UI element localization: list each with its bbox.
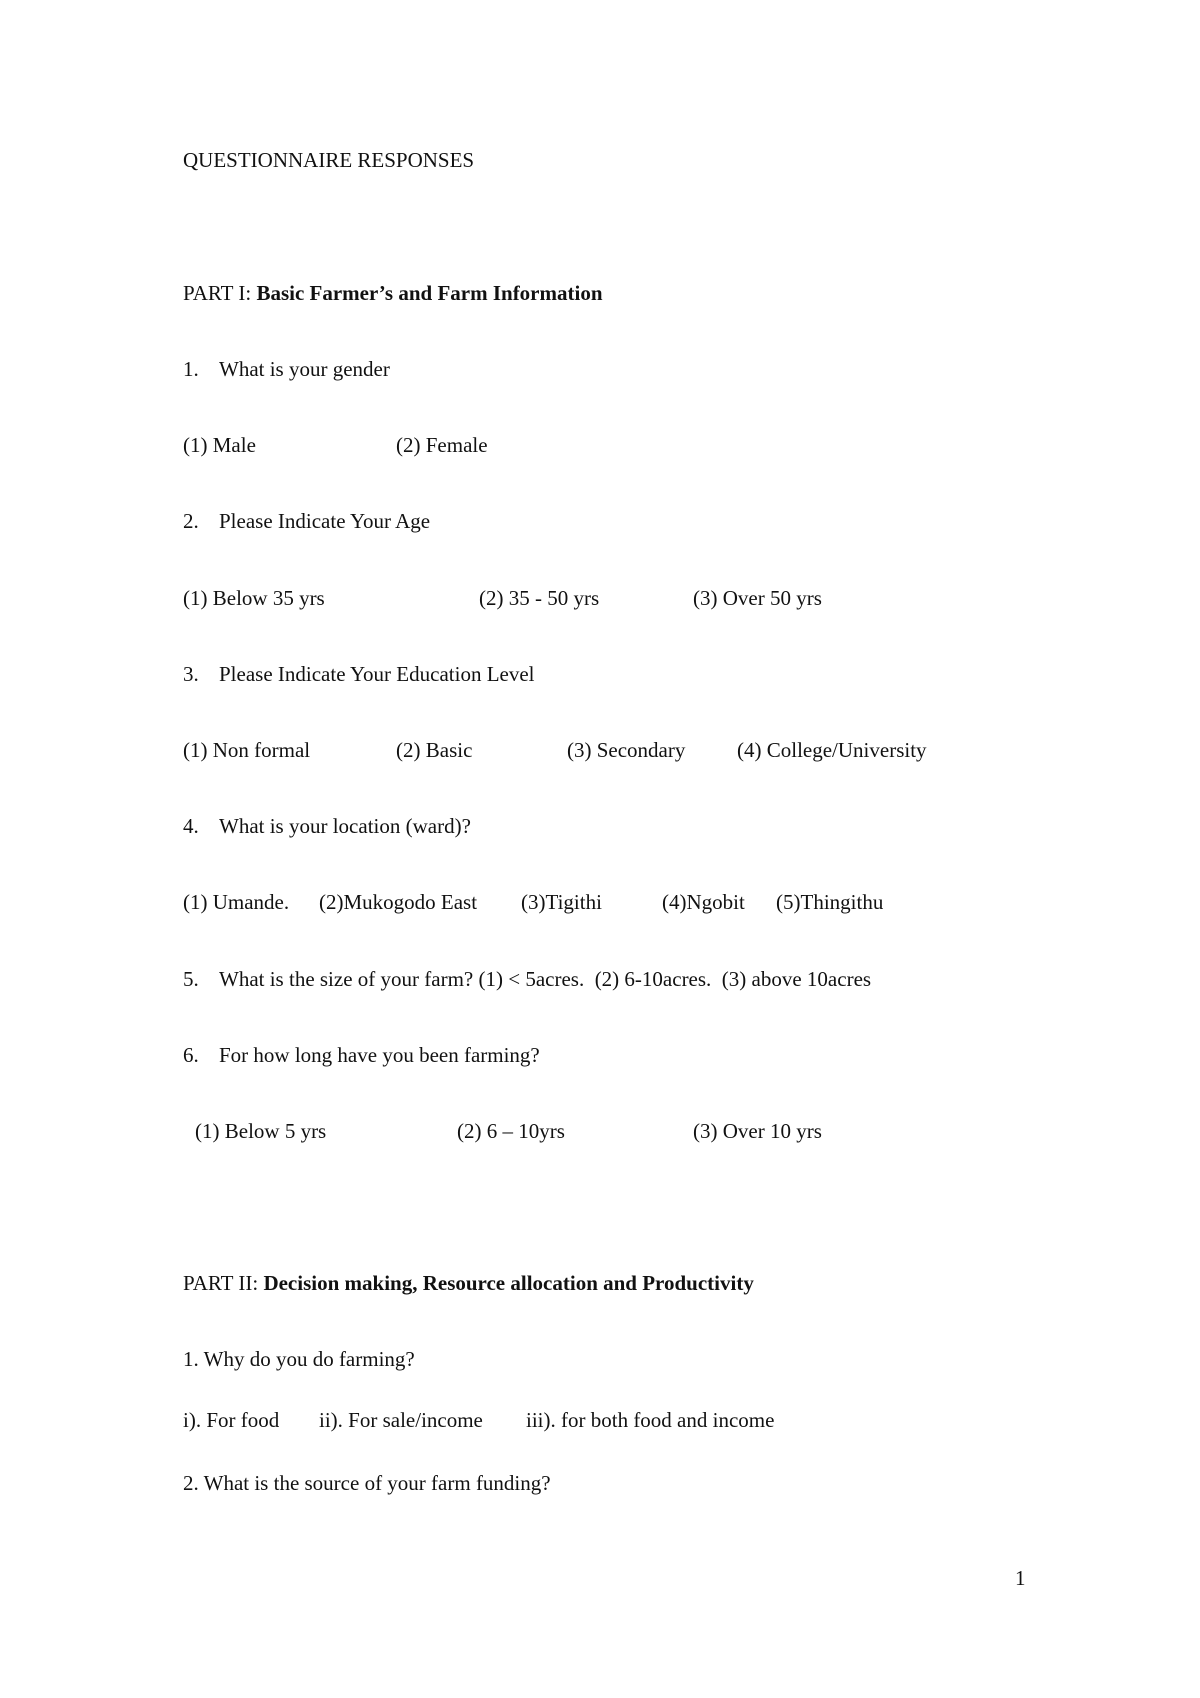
part2-question-2: 2. What is the source of your farm funding? — [183, 1471, 551, 1495]
question-number: 6. — [183, 1043, 199, 1067]
option: (2) 35 - 50 yrs — [479, 586, 600, 610]
option: (1) Non formal — [183, 738, 311, 762]
question-number: 4. — [183, 814, 199, 838]
option: (3) Over 50 yrs — [693, 586, 822, 610]
option: (1) Male — [183, 433, 256, 457]
page-number: 1 — [1015, 1566, 1026, 1590]
question-text: Please Indicate Your Education Level — [219, 662, 535, 686]
question-number: 1. — [183, 357, 199, 381]
option: (4) College/University — [737, 738, 927, 762]
option: i). For food — [183, 1408, 280, 1432]
part1-question-5 — [183, 966, 871, 992]
question-text: What is your gender — [219, 357, 390, 381]
part1-question-2 — [183, 508, 430, 534]
option: (2) 6 – 10yrs — [457, 1119, 565, 1143]
option: (2) Basic — [396, 738, 473, 762]
part2-header — [183, 1270, 754, 1296]
question-number: 3. — [183, 662, 199, 686]
option: (2) Female — [396, 433, 488, 457]
part2-question-1: 1. Why do you do farming? — [183, 1347, 415, 1371]
question-number: 5. — [183, 967, 199, 991]
part2-label: PART II: — [183, 1271, 264, 1295]
question-text: What is the size of your farm? (1) < 5acres. (2) 6-10acres. (3) above 10acres — [219, 967, 872, 991]
question-text: For how long have you been farming? — [219, 1043, 540, 1067]
part1-heading: Basic Farmer’s and Farm Information — [256, 281, 603, 305]
part1-header — [183, 280, 603, 306]
option: iii). for both food and income — [526, 1408, 775, 1432]
part1-question-1 — [183, 356, 390, 382]
part2-heading: Decision making, Resource allocation and Productivity — [263, 1271, 754, 1295]
option: (3) Secondary — [567, 738, 686, 762]
part1-question-6 — [183, 1042, 540, 1068]
question-text: What is your location (ward)? — [219, 814, 471, 838]
option: (1) Umande. — [183, 890, 290, 914]
option: (1) Below 35 yrs — [183, 586, 325, 610]
part1-question-3 — [183, 661, 535, 687]
option: (2)Mukogodo East — [319, 890, 478, 914]
option: (3) Over 10 yrs — [693, 1119, 822, 1143]
question-number: 2. — [183, 509, 199, 533]
option: (4)Ngobit — [662, 890, 745, 914]
question-text: Please Indicate Your Age — [219, 509, 431, 533]
part1-question-4 — [183, 813, 471, 839]
option: (1) Below 5 yrs — [195, 1119, 327, 1143]
option: (5)Thingithu — [776, 890, 884, 914]
option: ii). For sale/income — [319, 1408, 483, 1432]
document-title: QUESTIONNAIRE RESPONSES — [183, 148, 475, 172]
part1-label: PART I: — [183, 281, 257, 305]
option: (3)Tigithi — [521, 890, 602, 914]
